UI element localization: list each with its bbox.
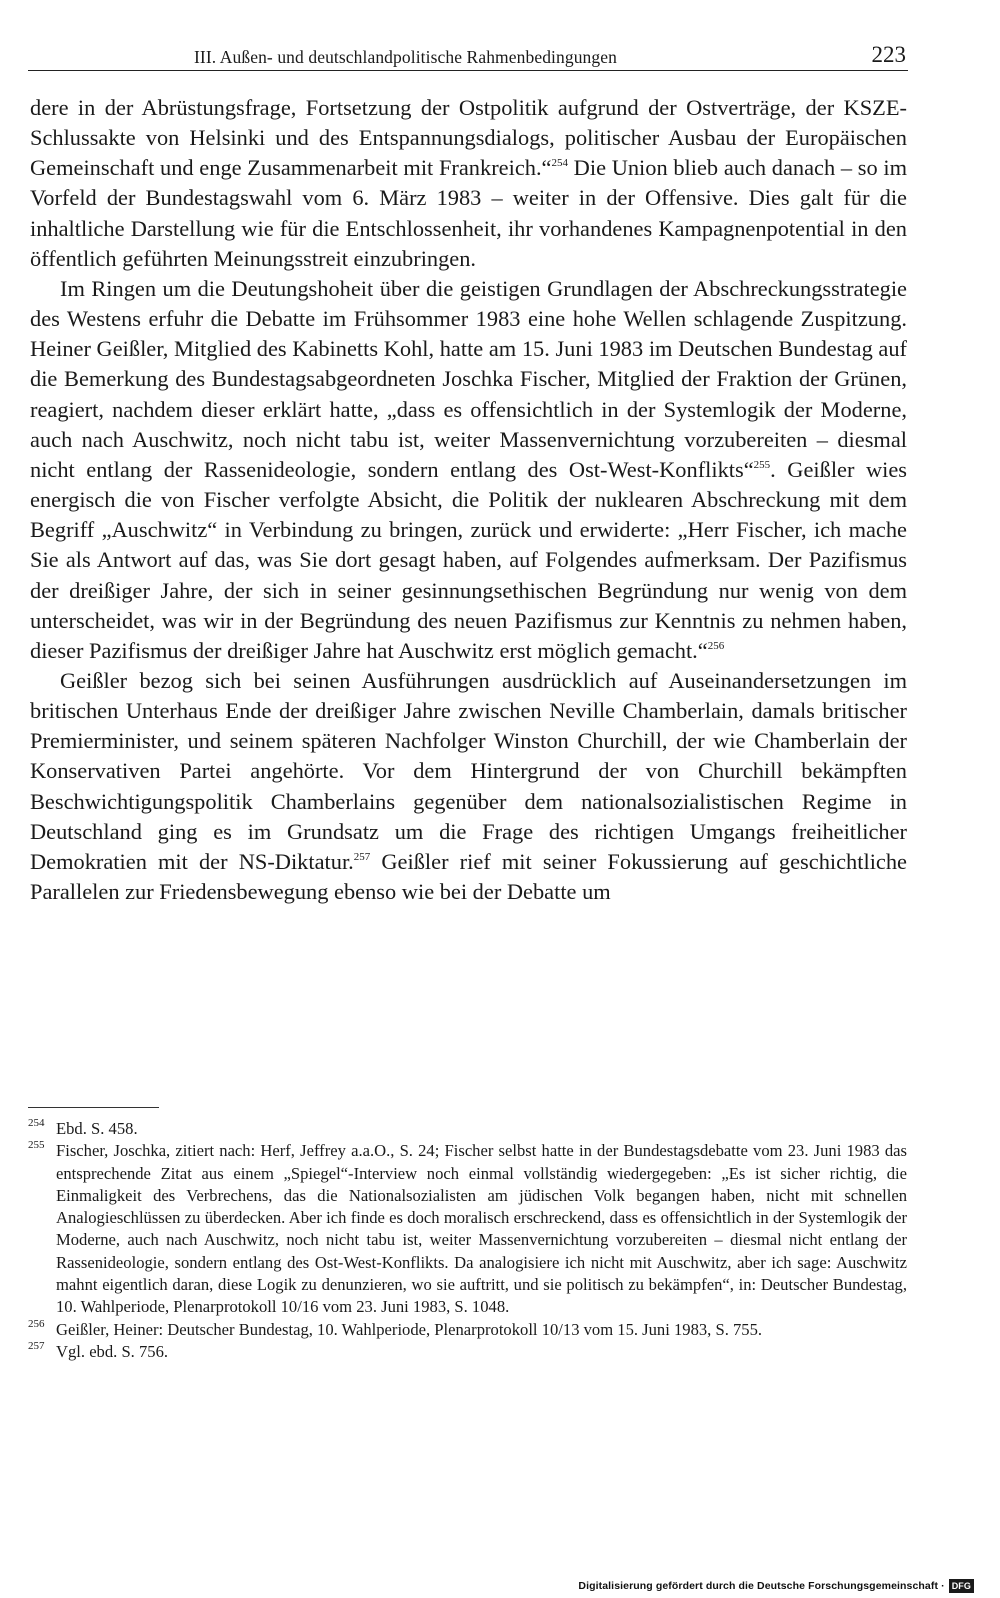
footnote-text: Geißler, Heiner: Deutscher Bundestag, 10. Wahlperiode, Plenarprotokoll 10/13 vom 15. Juni 1983, S. 755. — [56, 1319, 763, 1339]
footnote-number: 257 — [28, 1339, 45, 1352]
footnote-ref-254[interactable]: 254 — [551, 157, 568, 170]
footnote-number: 256 — [28, 1317, 45, 1330]
footnote-255 — [28, 1140, 907, 1318]
paragraph-1-text-b: Die Union blieb auch danach – so im Vorfeld der Bundestagswahl vom 6. März 1983 – weiter in der Offensive. Dies galt für die inhaltliche Darstellung wie für die Entschlossenheit, ihr vorhandenes Kampagnenpotential in den öffentlich geführten Meinungsstreit einzubringen. — [30, 155, 907, 271]
footnote-256 — [28, 1319, 907, 1341]
footnote-text: Ebd. S. 458. — [56, 1119, 138, 1138]
footnote-text: Vgl. ebd. S. 756. — [56, 1341, 169, 1361]
footnote-divider — [28, 1107, 159, 1108]
running-header — [28, 44, 908, 71]
footnote-ref-255[interactable]: 255 — [753, 458, 771, 471]
running-title: III. Außen- und deutschlandpolitische Rahmenbedingungen — [194, 47, 617, 67]
paragraph-3-text-a: Geißler bezog sich bei seinen Ausführungen ausdrücklich auf Auseinandersetzungen im britischen Unterhaus Ende der dreißiger Jahre zwischen Neville Chamberlain, damals britischer Premierminister, und seinem späteren Nachfolger Winston Churchill, der wie Chamberlain der Konservativen Partei angehörte. Vor dem Hintergrund der von Churchill bekämpften Beschwichtigungspolitik Chamberlains gegenüber dem nationalsozialistischen Regime in Deutschland ging es im Grundsatz um die Frage des richtigen Umgangs freiheitlicher Demokratien mit der NS-Diktatur. — [30, 667, 907, 874]
footnote-ref-257[interactable]: 257 — [353, 850, 371, 863]
dfg-logo-icon: DFG — [949, 1579, 974, 1593]
footnote-text: Fischer, Joschka, zitiert nach: Herf, Jeffrey a.a.O., S. 24; Fischer selbst hatte in der Bundestagsdebatte vom 23. Juni 1983 das entsprechende Zitat aus einem „Spiegel“-Interview noch einmal vollständig wiedergegeben: „Es ist sicher richtig, die Einmaligkeit des Verbrechens, das die Nationalsozialisten am jüdischen Volk begangen haben, nicht mit schnellen Analogieschlüssen zu überdecken. Aber ich finde es doch moralisch erschreckend, dass es offensichtlich in der Systemlogik der Moderne, auch nach Auschwitz, noch nicht tabu ist, weiter Massenvernichtung vorzubereiten – diesmal nicht entlang der Rassenideologie, sondern entlang des Ost-West-Konflikts. Da analogisiere ich nicht mit Auschwitz, aber ich sage: Auschwitz mahnt eigentlich daran, diese Logik zu denunzieren, wo sie auftritt, und sie politisch zu bekämpfen“, in: Deutscher Bundestag, 10. Wahlperiode, Plenarprotokoll 10/16 vom 23. Juni 1983, S. 1048. — [56, 1141, 907, 1317]
paragraph-3-text-b: Geißler rief mit seiner Fokussierung auf geschichtliche Parallelen zur Friedensbewegung ebenso wie bei der Debatte um — [30, 848, 907, 905]
page-number: 223 — [871, 42, 906, 67]
digitization-credit — [578, 1578, 974, 1594]
footnote-number: 255 — [28, 1139, 45, 1152]
main-text — [30, 93, 907, 907]
footnote-number: 254 — [28, 1117, 45, 1129]
footnote-ref-256[interactable]: 256 — [707, 639, 725, 652]
footnotes — [28, 1118, 907, 1363]
paragraph-3 — [30, 666, 907, 907]
paragraph-1-text-a: dere in der Abrüstungsfrage, Fortsetzung der Ostpolitik aufgrund der Ostverträge, der KSZE-Schlussakte von Helsinki und des Entspannungsdialogs, politischer Ausbau der Europäischen Gemeinschaft und enge Zusammenarbeit mit Frankreich.“ — [30, 95, 907, 181]
credit-text: Digitalisierung gefördert durch die Deutsche Forschungsgemeinschaft · — [578, 1580, 945, 1592]
footnote-257 — [28, 1341, 907, 1363]
paragraph-1 — [30, 93, 907, 274]
paragraph-2-text-a: Im Ringen um die Deutungshoheit über die geistigen Grundlagen der Abschreckungsstrategie des Westens erfuhr die Debatte im Frühsommer 1983 eine hohe Wellen schlagende Zuspitzung. Heiner Geißler, Mitglied des Kabinetts Kohl, hatte am 15. Juni 1983 im Deutschen Bundestag auf die Bemerkung des Bundestagsabgeordneten Joschka Fischer, Mitglied der Fraktion der Grünen, reagiert, nachdem dieser erklärt hatte, „dass es offensichtlich in der Systemlogik der Moderne, auch nach Auschwitz, noch nicht tabu ist, weiter Massenvernichtung vorzubereiten – diesmal nicht entlang der Rassenideologie, sondern entlang des Ost-West-Konflikts“ — [30, 275, 907, 482]
paragraph-2-text-b: . Geißler wies energisch die von Fischer verfolgte Absicht, die Politik der nuklearen Abschreckung mit dem Begriff „Auschwitz“ in Verbindung zu bringen, zurück und erwiderte: „Herr Fischer, ich mache Sie als Antwort auf das, was Sie dort gesagt haben, auf Folgendes aufmerksam. Der Pazifismus der dreißiger Jahre, der sich in seiner gesinnungsethischen Begründung nur wenig von dem unterscheidet, was wir in der Begründung des neuen Pazifismus zur Kenntnis zu nehmen haben, dieser Pazifismus der dreißiger Jahre hat Auschwitz erst möglich gemacht.“ — [30, 456, 907, 663]
footnote-254 — [28, 1118, 907, 1140]
paragraph-2 — [30, 274, 907, 666]
